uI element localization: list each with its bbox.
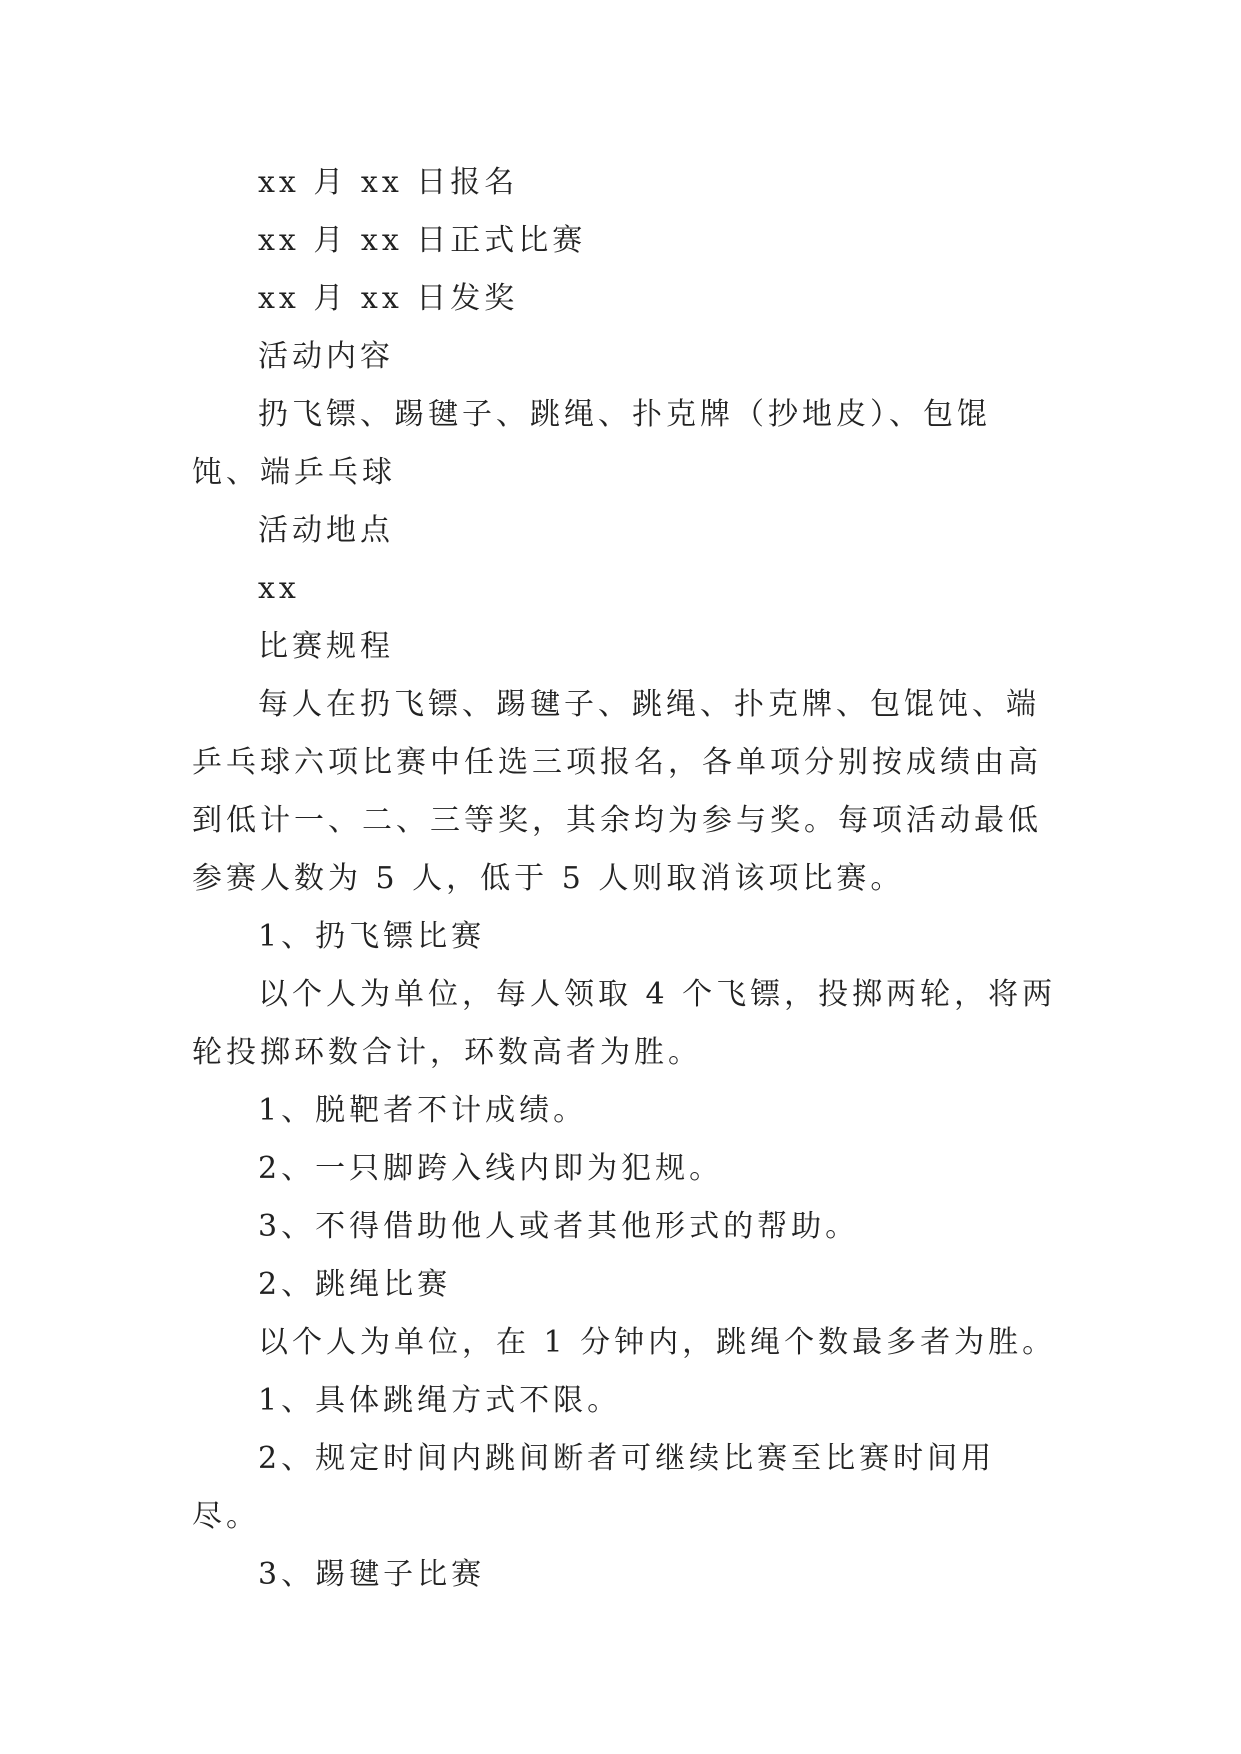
shuttlecock-heading: 3、踢毽子比赛 (258, 1557, 486, 1592)
jump-rope-description: 以个人为单位，在 1 分钟内，跳绳个数最多者为胜。 (258, 1325, 1057, 1360)
jump-rope-heading: 2、跳绳比赛 (258, 1267, 452, 1302)
section-heading-activities: 活动内容 (258, 339, 394, 374)
darts-heading: 1、扔飞镖比赛 (258, 919, 486, 954)
competition-date: xx 月 xx 日正式比赛 (258, 223, 587, 258)
darts-rule-3: 3、不得借助他人或者其他形式的帮助。 (258, 1209, 860, 1244)
jump-rope-rule-1: 1、具体跳绳方式不限。 (258, 1383, 622, 1418)
darts-rule-2: 2、一只脚跨入线内即为犯规。 (258, 1151, 724, 1186)
section-heading-location: 活动地点 (258, 513, 394, 548)
location-value: xx (258, 571, 300, 606)
jump-rope-rule-2: 2、规定时间内跳间断者可继续比赛至比赛时间用尽。 (192, 1441, 996, 1534)
document-body (192, 154, 1057, 1604)
darts-rule-1: 1、脱靶者不计成绩。 (258, 1093, 588, 1128)
section-heading-rules: 比赛规程 (258, 629, 394, 664)
rules-overview: 每人在扔飞镖、踢毽子、跳绳、扑克牌、包馄饨、端乒乓球六项比赛中任选三项报名，各单项分别按成绩由高到低计一、二、三等奖，其余均为参与奖。每项活动最低参赛人数为 5 人，低于 5 人则取消该项比赛。 (192, 687, 1042, 896)
activities-list: 扔飞镖、踢毽子、跳绳、扑克牌（抄地皮）、包馄饨、端乒乓球 (192, 397, 991, 490)
award-date: xx 月 xx 日发奖 (258, 281, 519, 316)
registration-date: xx 月 xx 日报名 (258, 165, 519, 200)
darts-description: 以个人为单位，每人领取 4 个飞镖，投掷两轮，将两轮投掷环数合计，环数高者为胜。 (192, 977, 1057, 1070)
